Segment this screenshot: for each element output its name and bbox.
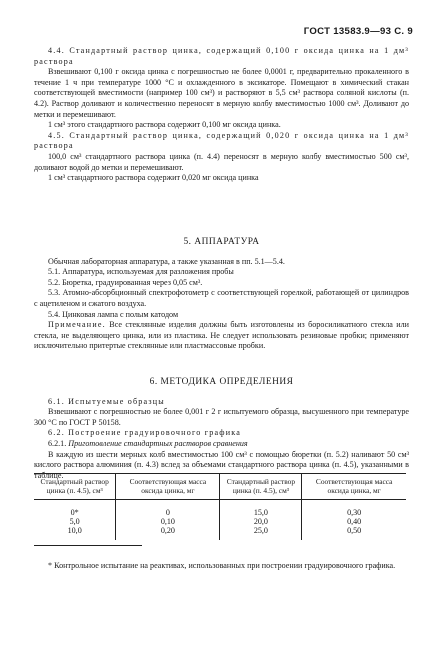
- subsection-6-2-1-title: Приготовление стандартных растворов сравнения: [68, 438, 248, 448]
- table-cell: 0,30: [302, 500, 406, 518]
- table-row: [34, 517, 406, 526]
- table-cell: 0,50: [302, 526, 406, 539]
- table-cell: 25,0: [220, 526, 302, 539]
- section-5-note: [34, 320, 409, 352]
- footnote-divider: [34, 545, 142, 546]
- subsection-6-1: 6.1. Испытуемые образцы: [48, 396, 165, 406]
- table-header-cell: Стандартный раствор цинка (п. 4.5), см³: [220, 474, 302, 500]
- paragraph-4-4-title: 4.4. Стандартный раствор цинка, содержащий 0,100 г оксида цинка на 1 дм³ раствора: [34, 46, 409, 66]
- standard-solutions-table: [34, 473, 406, 540]
- table-cell: 0,20: [116, 526, 220, 539]
- table-cell: 0,40: [302, 517, 406, 526]
- note-text: Все стеклянные изделия должны быть изготовлены из боросиликатного стекла или стекла, не выделяющего цинка, или из пластика. Не следует использовать резиновые пробки; применяют исключительно притертые стеклянные или пластмассовые пробки.: [34, 320, 409, 351]
- paragraph-4-5-text: 100,0 см³ стандартного раствора цинка (п. 4.4) переносят в мерную колбу вместимостью 500 см³, доливают водой до метки и перемешивают.: [34, 151, 409, 172]
- item-5-3: 5.3. Атомно-абсорбционный спектрофотометр с соответствующей горелкой, работающей от цилиндров с ацетиленом и сжатого воздуха.: [34, 288, 409, 308]
- table-cell: 0,10: [116, 517, 220, 526]
- section-5-title: 5. АППАРАТУРА: [183, 237, 260, 247]
- table-cell: 15,0: [220, 500, 302, 518]
- item-5-1: 5.1. Аппаратура, используемая для разложения пробы: [48, 267, 234, 277]
- table-cell: 0: [116, 500, 220, 518]
- paragraph-4-4-result: 1 см³ этого стандартного раствора содержит 0,100 мг оксида цинка.: [48, 120, 281, 130]
- table-cell: 20,0: [220, 517, 302, 526]
- subsection-6-2: 6.2. Построение градуировочного графика: [48, 428, 242, 438]
- table-header-cell: Соответствующая масса оксида цинка, мг: [302, 474, 406, 500]
- table-cell: 0*: [70, 508, 79, 517]
- section-6: [34, 377, 409, 481]
- footnote: * Контрольное испытание на реактивах, использованных при построении градуировочного графика.: [48, 561, 396, 571]
- subsection-6-1-text: Взвешивают с погрешностью не более 0,001 г 2 г испытуемого образца, высушенного при температуре 300 °С по ГОСТ Р 50158.: [34, 407, 409, 427]
- section-5: [34, 237, 409, 352]
- table-header-cell: Соответствующая масса оксида цинка, мг: [116, 474, 220, 500]
- table-cell: 5,0: [69, 517, 80, 527]
- note-label: Примечание.: [48, 320, 106, 330]
- subsection-6-2-1-number: 6.2.1.: [48, 438, 67, 448]
- paragraph-4-5-title: 4.5. Стандартный раствор цинка, содержащий 0,020 г оксида цинка на 1 дм³ раствора: [34, 130, 409, 151]
- item-5-4: 5.4. Цинковая лампа с полым катодом: [48, 309, 179, 319]
- table-header-cell: Стандартный раствор цинка (п. 4.5), см³: [34, 474, 116, 500]
- block-4-4-4-5: [34, 46, 409, 184]
- table-header-row: [34, 474, 406, 500]
- page-header: ГОСТ 13583.9—93 С. 9: [303, 26, 413, 37]
- paragraph-4-4-text: Взвешивают 0,100 г оксида цинка с погрешностью не более 0,0001 г, предварительно прокаленного в течение 1 ч при температуре 1000 °С и охлажденного в эксикаторе. Помещают в химический стакан соответствующей вместимости (например 100 см³) и растворяют в 5,5 см³ раствора соляной кислоты (п. 4.2). Раствор доливают и количественно переносят в мерную колбу вместимостью 1000 см³. Доливают до метки и перемешивают.: [34, 67, 409, 119]
- section-5-intro: Обычная лабораторная аппаратура, а также указанная в пп. 5.1—5.4.: [48, 256, 285, 266]
- table-row: [34, 526, 406, 539]
- paragraph-4-5-result: 1 см³ стандартного раствора содержит 0,020 мг оксида цинка: [48, 173, 259, 183]
- section-6-title: 6. МЕТОДИКА ОПРЕДЕЛЕНИЯ: [149, 377, 294, 387]
- item-5-2: 5.2. Бюретка, градуированная через 0,05 см³.: [48, 277, 203, 287]
- table-row: [34, 500, 406, 518]
- subsection-6-2-1-text: В каждую из шести мерных колб вместимостью 100 см³ с помощью бюретки (п. 5.2) наливают 50 см³ кислого раствора алюминия (п. 4.3) вслед за объемами стандартного раствора цинка (п. 4.5), указанными в таблице.: [34, 449, 409, 480]
- table-cell: 10,0: [67, 526, 82, 536]
- subsection-6-2-1: [34, 439, 409, 450]
